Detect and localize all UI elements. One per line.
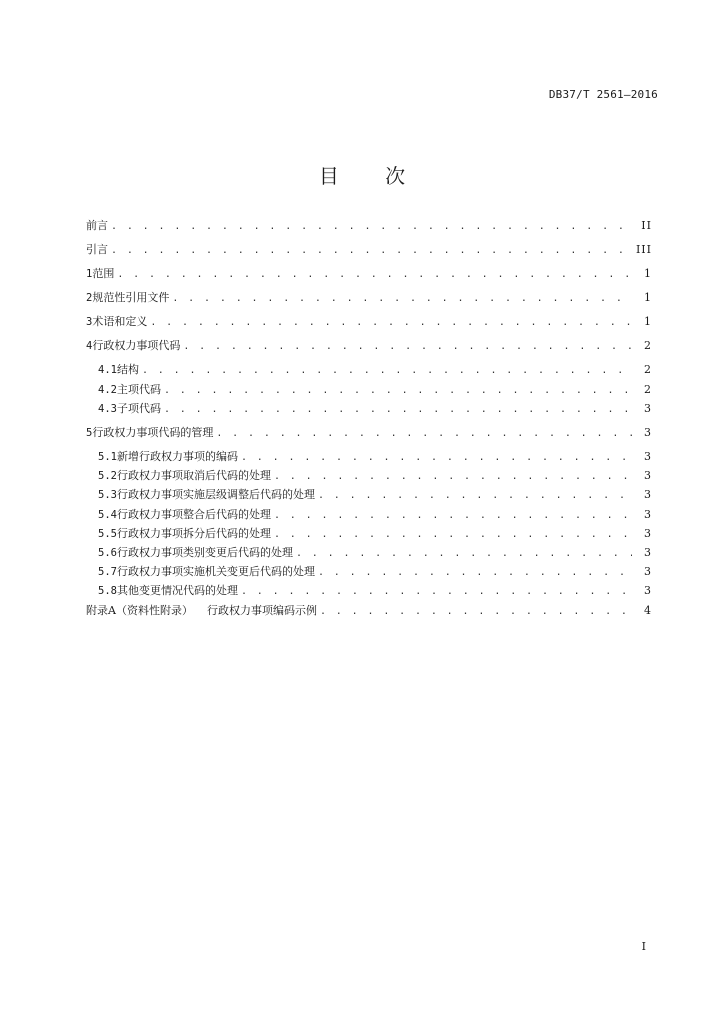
toc-entry-section-4[interactable]: [86, 336, 652, 355]
toc-page-number: 3: [644, 526, 652, 540]
toc-entry-label: 行政权力事项实施层级调整后代码的处理: [116, 488, 315, 502]
toc-page-number: 2: [644, 339, 652, 353]
page-number: I: [641, 940, 646, 953]
dot-leader: [318, 486, 632, 505]
dot-leader: [172, 289, 632, 308]
toc-page-number: 3: [644, 507, 652, 521]
toc-page-number: 3: [644, 545, 652, 559]
toc-entry-preface[interactable]: [86, 216, 652, 235]
toc-entry-label: 引言: [86, 243, 108, 257]
toc-entry-section-3[interactable]: [86, 312, 652, 331]
dot-leader: [274, 506, 632, 525]
toc-page-number: 3: [644, 450, 652, 463]
toc-entry-section-4-2[interactable]: [86, 380, 652, 399]
dot-leader: [274, 525, 632, 544]
toc-entry-number: 3: [86, 316, 93, 329]
toc-page-number: III: [635, 243, 652, 257]
toc-page-number: 3: [644, 469, 652, 483]
standard-code: DB37/T 2561—2016: [548, 88, 658, 101]
toc-entry-label: 前言: [86, 219, 108, 232]
toc-entry-section-4-1[interactable]: [86, 360, 652, 379]
dot-leader: [183, 337, 632, 356]
toc-entry-number: 5.8: [98, 585, 117, 598]
toc-page-number: 2: [644, 363, 652, 377]
toc-entry-number: 4.2: [98, 383, 117, 396]
toc-entry-section-5-5[interactable]: [86, 524, 652, 543]
toc-entry-section-5-3[interactable]: [86, 485, 652, 504]
toc-entry-section-5-2[interactable]: [86, 466, 652, 485]
toc-entry-section-5-4[interactable]: [86, 505, 652, 524]
toc-page-number: 1: [644, 267, 652, 281]
toc-entry-number: 5.6: [98, 546, 117, 559]
toc-entry-label: 行政权力事项编码示例: [206, 603, 317, 617]
toc-entry-label: 行政权力事项实施机关变更后代码的处理: [116, 565, 315, 579]
toc-entry-label: 规范性引用文件: [92, 291, 170, 305]
toc-entry-number: 1: [86, 268, 93, 281]
toc-entry-label: 行政权力事项代码: [92, 339, 181, 353]
dot-leader: [164, 400, 632, 419]
toc-page-number: 3: [644, 584, 652, 598]
toc-entry-introduction[interactable]: [86, 240, 652, 259]
dot-leader: [164, 381, 632, 400]
toc-entry-section-5-8[interactable]: [86, 581, 652, 600]
dot-leader: [117, 265, 632, 284]
toc-entry-number: 4: [86, 340, 93, 353]
dot-leader: [216, 424, 632, 443]
toc-entry-number: 5.7: [98, 566, 117, 579]
toc-entry-label: 子项代码: [116, 401, 161, 415]
toc-entry-number: 4.1: [98, 364, 117, 377]
dot-leader: [320, 602, 632, 621]
dot-leader: [111, 241, 630, 260]
toc-page-number: II: [641, 219, 652, 232]
toc-entry-label: 主项代码: [116, 382, 161, 396]
toc-page-number: 4: [644, 603, 652, 617]
page-title: 目 次: [318, 164, 426, 188]
table-of-contents: [86, 216, 652, 620]
toc-entry-label: 新增行政权力事项的编码: [116, 450, 238, 463]
toc-entry-number: 5.1: [98, 451, 117, 463]
dot-leader: [241, 448, 632, 467]
toc-entry-section-5-7[interactable]: [86, 562, 652, 581]
toc-entry-number: 5: [86, 426, 93, 439]
toc-entry-section-1[interactable]: [86, 264, 652, 283]
toc-entry-label: 行政权力事项代码的管理: [92, 425, 214, 439]
toc-appendix-label: 附录A（资料性附录）: [86, 603, 193, 617]
toc-entry-number: 5.2: [98, 470, 117, 483]
toc-entry-label: 其他变更情况代码的处理: [116, 584, 238, 598]
toc-entry-number: 4.3: [98, 402, 117, 415]
toc-entry-number: 2: [86, 292, 93, 305]
dot-leader: [274, 467, 632, 486]
toc-entry-number: 5.4: [98, 508, 117, 521]
dot-leader: [111, 217, 632, 236]
toc-entry-label: 范围: [92, 267, 115, 281]
toc-entry-appendix-a[interactable]: [86, 601, 652, 620]
dot-leader: [318, 563, 632, 582]
toc-entry-label: 行政权力事项类别变更后代码的处理: [116, 545, 293, 559]
toc-page-number: 3: [644, 565, 652, 579]
toc-entry-section-5-1[interactable]: [86, 447, 652, 466]
toc-entry-label: 行政权力事项拆分后代码的处理: [116, 526, 271, 540]
toc-page-number: 2: [644, 382, 652, 396]
toc-page-number: 3: [644, 425, 652, 439]
toc-page-number: 1: [644, 291, 652, 305]
dot-leader: [241, 582, 632, 601]
toc-page-number: 1: [644, 315, 652, 329]
toc-entry-label: 结构: [116, 363, 139, 377]
toc-page-number: 3: [644, 488, 652, 502]
dot-leader: [142, 361, 632, 380]
toc-entry-label: 术语和定义: [92, 315, 148, 329]
dot-leader: [296, 544, 632, 563]
toc-entry-number: 5.3: [98, 489, 117, 502]
toc-entry-section-2[interactable]: [86, 288, 652, 307]
toc-page-number: 3: [644, 401, 652, 415]
toc-entry-label: 行政权力事项取消后代码的处理: [116, 469, 271, 483]
toc-entry-label: 行政权力事项整合后代码的处理: [116, 507, 271, 521]
toc-entry-number: 5.5: [98, 527, 117, 540]
toc-entry-section-4-3[interactable]: [86, 399, 652, 418]
toc-entry-section-5-6[interactable]: [86, 543, 652, 562]
dot-leader: [150, 313, 632, 332]
toc-entry-section-5[interactable]: [86, 423, 652, 442]
